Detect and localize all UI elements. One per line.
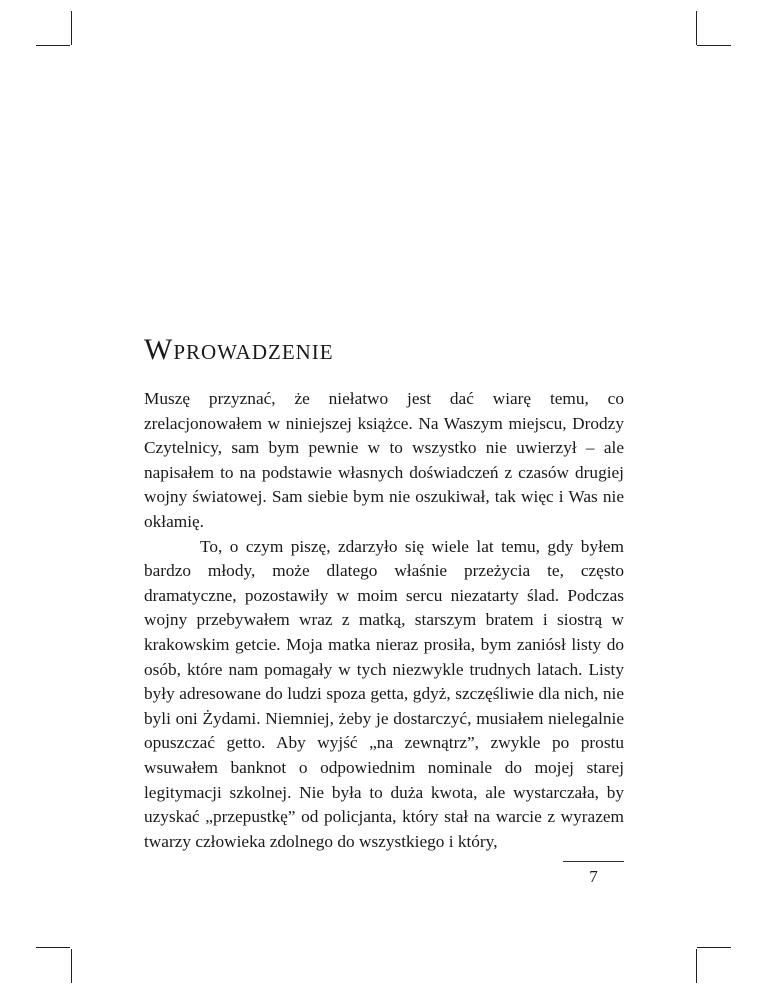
crop-mark-top-right-horizontal xyxy=(697,45,731,46)
crop-mark-top-right-vertical xyxy=(696,11,697,45)
paragraph-2: To, o czym piszę, zdarzyło się wiele lat temu, gdy byłem bardzo młody, może dlatego właśnie przeżycia te, często dramatyczne, pozostawiły w moim sercu niezatarty ślad. Podczas wojny przebywałem wraz z matką, starszym bratem i siostrą w krakowskim getcie. Moja matka nieraz prosiła, bym zaniósł listy do osób, które nam pomagały w tych niezwykle trudnych latach. Listy były adresowane do ludzi spoza getta, gdyż, szczęśliwie dla nich, nie byli oni Żydami. Niemniej, żeby je dostarczyć, musiałem nielegalnie opuszczać getto. Aby wyjść „na zewnątrz”, zwykle po prostu wsuwałem banknot o odpowiednim nominale do mojej starej legitymacji szkolnej. Nie była to duża kwota, ale wystarczała, by uzyskać „przepustkę” od policjanta, który stał na warcie z wyrazem twarzy człowieka zdolnego do wszystkiego i który, xyxy=(144,536,624,851)
page-number: 7 xyxy=(589,867,598,886)
crop-mark-bottom-right-vertical xyxy=(696,949,697,983)
crop-mark-top-left-vertical xyxy=(71,11,72,45)
crop-mark-bottom-left-horizontal xyxy=(36,947,70,948)
crop-mark-bottom-right-horizontal xyxy=(697,947,731,948)
crop-mark-top-left-horizontal xyxy=(36,45,70,46)
paragraph-1: Muszę przyznać, że niełatwo jest dać wiarę temu, co zrelacjonowałem w niniejszej książce. Na Waszym miejscu, Drodzy Czytelnicy, sam bym pewnie w to wszystko nie uwierzył – ale napisałem to na podstawie własnych doświadczeń z czasów drugiej wojny światowej. Sam siebie bym nie oszukiwał, tak więc i Was nie okłamię. xyxy=(144,389,624,531)
body-text xyxy=(144,387,624,854)
footer-rule xyxy=(563,861,624,862)
crop-mark-bottom-left-vertical xyxy=(71,949,72,983)
chapter-title: Wprowadzenie xyxy=(144,333,334,366)
